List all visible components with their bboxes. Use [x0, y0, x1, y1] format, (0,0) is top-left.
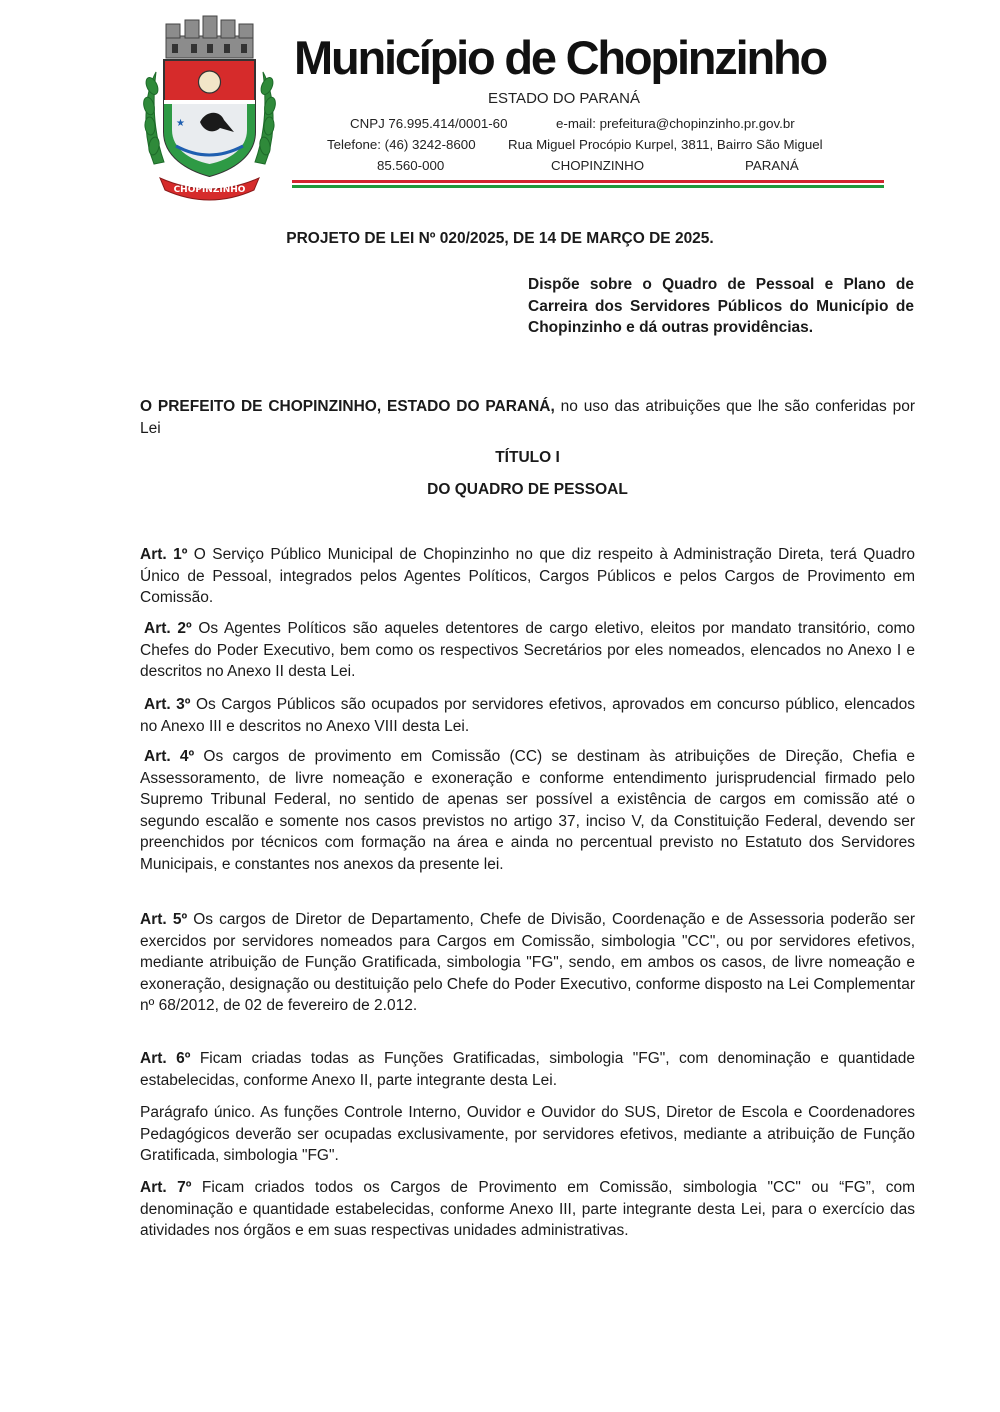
preamble [140, 396, 915, 439]
municipal-coat-of-arms-icon [142, 14, 277, 204]
article-5 [140, 909, 915, 1017]
city-text: CHOPINZINHO [551, 158, 645, 173]
article-text: Ficam criadas todas as Funções Gratificadas, simbologia "FG", com denominação e quantidade estabelecidas, conforme Anexo II, parte integrante desta Lei. [140, 1050, 915, 1089]
article-1 [140, 544, 915, 609]
address-text: Rua Miguel Procópio Kurpel, 3811, Bairro São Miguel [508, 137, 823, 152]
state-name: ESTADO DO PARANÁ [488, 90, 640, 107]
preamble-text: no uso das atribuições que lhe são conferidas por Lei [140, 398, 915, 437]
article-6-sole-paragraph [140, 1102, 915, 1167]
seal-ribbon-label: CHOPINZINHO [173, 185, 246, 195]
bill-summary: Dispõe sobre o Quadro de Pessoal e Plano de Carreira dos Servidores Públicos do Município de Chopinzinho e dá outras providências. [528, 276, 914, 336]
article-label: Art. 6º [140, 1050, 191, 1067]
bill-heading: PROJETO DE LEI Nº 020/2025, DE 14 DE MARÇO DE 2025. [286, 230, 714, 247]
article-label: Art. 3º [144, 696, 191, 713]
article-text: Os Agentes Políticos são aqueles detentores de cargo eletivo, eleitos por mandato transitório, como Chefes do Poder Executivo, bem como os respectivos Secretários por eles nomeados, elencados no Anexo I e descritos no Anexo II desta Lei. [140, 620, 915, 680]
article-7 [140, 1177, 915, 1242]
stripe-green [292, 185, 884, 188]
article-text: Os cargos de Diretor de Departamento, Chefe de Divisão, Coordenação e de Assessoria poderão ser exercidos por servidores nomeados para Cargos em Comissão, simbologia "CC", ou por servidores efetivos, mediante atribuição de Função Gratificada, simbologia "FG", sendo, em ambos os casos, de livre nomeação e exoneração, designação ou destituição pelo Chefe do Poder Executivo, conforme disposto na Lei Complementar nº 68/2012, de 02 de fevereiro de 2.012. [140, 911, 915, 1014]
cep-text: 85.560-000 [377, 158, 445, 173]
municipality-title: Município de Chopinzinho [294, 31, 826, 84]
article-text: Os Cargos Públicos são ocupados por servidores efetivos, aprovados em concurso público, elencados no Anexo III e descritos no Anexo VIII desta Lei. [140, 696, 915, 735]
article-2 [140, 618, 915, 683]
article-text: O Serviço Público Municipal de Chopinzinho no que diz respeito à Administração Direta, terá Quadro Único de Pessoal, integrados pelos Agentes Políticos, Cargos Públicos e pelos Cargos de Provimento em Comissão. [140, 546, 915, 606]
title-name: DO QUADRO DE PESSOAL [427, 481, 628, 498]
article-6 [140, 1048, 915, 1091]
phone-text: Telefone: (46) 3242-8600 [327, 137, 476, 152]
svg-text:★: ★ [176, 118, 185, 129]
email-text: e-mail: prefeitura@chopinzinho.pr.gov.br [556, 116, 795, 131]
article-text: Os cargos de provimento em Comissão (CC) se destinam às atribuições de Direção, Chefia e Assessoramento, de livre nomeação e exoneração e conforme entendimento jurisprudencial firmado pelo Supremo Tribunal Federal, no sentido de apenas ser possível a existência de cargos em comissão até o segundo escalão e somente nos casos previstos no artigo 37, inciso V, da Constituição Federal, devendo ser preenchidos por técnicos com formação na área e ainda no percentual previsto no Estatuto dos Servidores Municipais, e constantes nos anexos da presente lei. [140, 748, 915, 873]
article-label: Art. 5º [140, 911, 188, 928]
cnpj-text: CNPJ 76.995.414/0001-60 [350, 116, 508, 131]
article-label: Art. 1º [140, 546, 188, 563]
article-text: Ficam criados todos os Cargos de Provimento em Comissão, simbologia "CC" ou “FG”, com denominação e quantidade estabelecidas, conforme Anexo III, parte integrante desta Lei, para o exercício das atividades nos órgãos e em suas respectivas unidades administrativas. [140, 1179, 915, 1239]
article-label: Art. 2º [144, 620, 192, 637]
paragraph-text: Parágrafo único. As funções Controle Interno, Ouvidor e Ouvidor do SUS, Diretor de Escola e Coordenadores Pedagógicos deverão ser ocupadas exclusivamente, por servidores efetivos, mediante a atribuição de Função Gratificada, simbologia "FG". [140, 1104, 915, 1164]
uf-text: PARANÁ [745, 158, 799, 173]
preamble-bold: O PREFEITO DE CHOPINZINHO, ESTADO DO PARANÁ, [140, 398, 555, 415]
article-3 [140, 694, 915, 737]
article-label: Art. 7º [140, 1179, 192, 1196]
article-label: Art. 4º [144, 748, 195, 765]
header-color-stripes [292, 180, 884, 188]
article-4 [140, 746, 915, 875]
title-number: TÍTULO I [495, 449, 560, 466]
